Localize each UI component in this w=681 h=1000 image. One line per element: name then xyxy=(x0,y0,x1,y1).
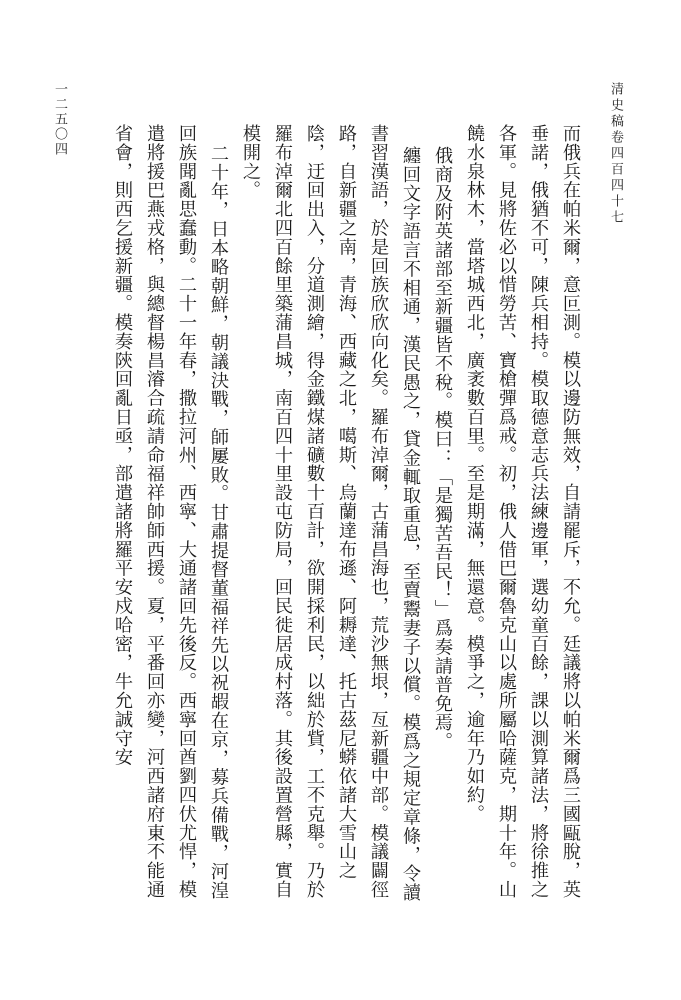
vertical-body-text xyxy=(82,124,586,914)
page-number: 一二五〇四 xyxy=(52,82,67,157)
paragraph: 二十年，日本略朝鮮，朝議決戰，師屢敗。甘肅提督董福祥先以祝嘏在京，募兵備戰，河湟回族聞亂思蠢動。二十一年春，撒拉河州、西寧、大通諸回先後反。西寧回酋劉四伏尤悍，模遣將援巴燕戎格，與總督楊昌濬合疏請命福祥帥師西援。夏，平番回亦變，河西諸府東不能通省會，則西乞援新疆。模奏陝回亂日亟，部遣諸將羅平安戍哈密，牛允誠守安 xyxy=(112,124,229,901)
paragraph: 纏回文字語言不相通，漢民愚之，貸金輒取重息，至賣鬻妻子以償。模爲之規定章條，令讀書習漢語，於是回族欣欣向化矣。羅布淖爾，古蒲昌海也，荒沙無垠，亙新疆中部。模議闢徑路，自新疆之南，青海、西藏之北，噶斯、烏蘭達布遜、阿耨達、托古茲尼蟒依諸大雪山之陰，迂回出入，分道測繪，得金鐵煤諸礦數十百計，欲開採利民，以絀於貲，工不克舉。乃於羅布淖爾北四百餘里築蒲昌城，南百四十里設屯防局，回民徙居成村落。其後設置營縣，實自模開之。 xyxy=(240,124,421,902)
book-title-header: 清史稿卷四百四十七 xyxy=(608,82,623,226)
paragraph: 俄商及附英諸部至新疆皆不稅。模曰：「是獨苦吾民！」爲奏請普免焉。 xyxy=(432,145,453,751)
paragraph: 而俄兵在帕米爾，意叵測。模以邊防無效，自請罷斥，不允。廷議將以帕米爾爲三國甌脫，英垂諾，俄猶不可，陳兵相持。模取德意志兵法練邊軍，選幼童百餘，課以測算諸法，將徐推之各軍。見將佐必以惜勞苦、寶槍彈爲戒。初，俄人借巴爾魯克山以處所屬哈薩克，期十年。山饒水泉林木，當塔城西北，廣袤數百里。至是期滿，無還意。模爭之，逾年乃如約。 xyxy=(464,124,581,899)
